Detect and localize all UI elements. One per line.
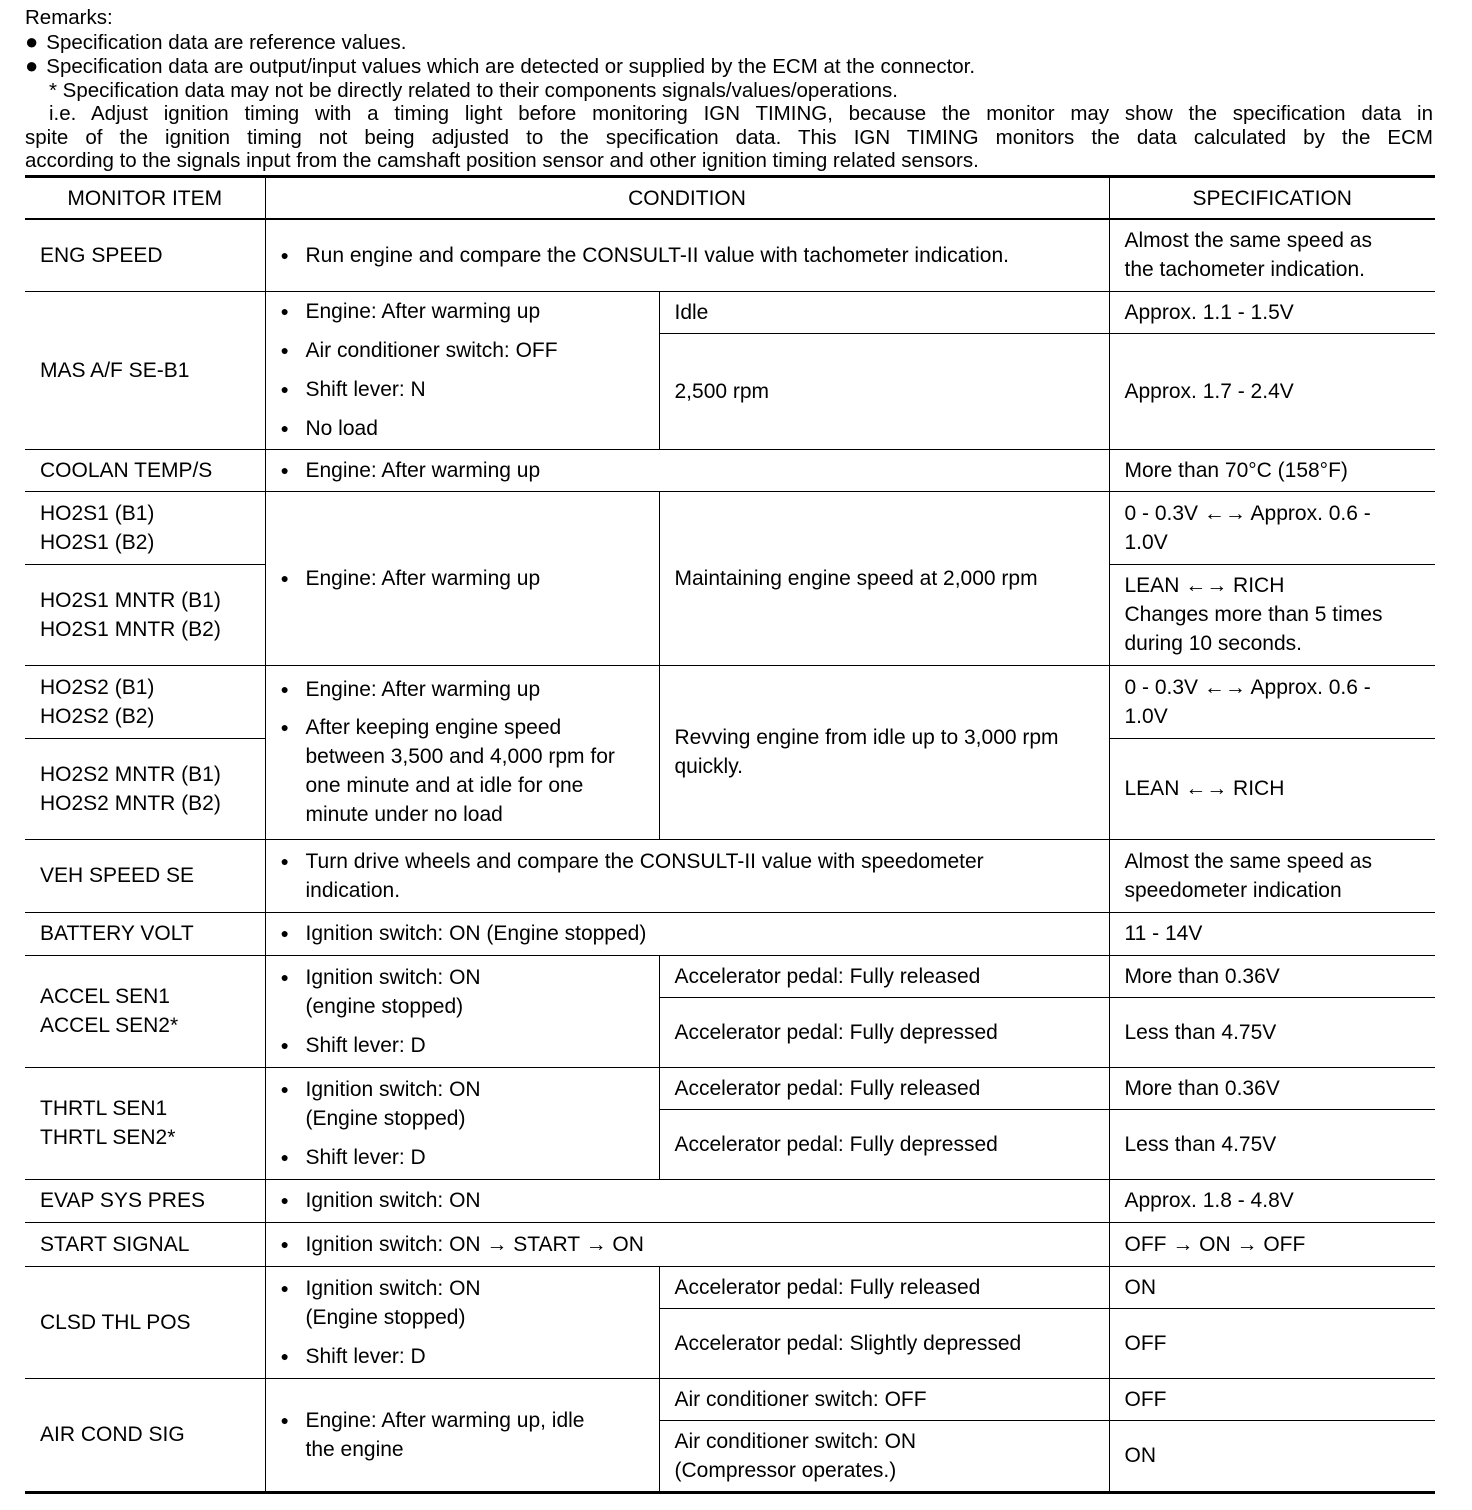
monitor-item: CLSD THL POS [25, 1266, 265, 1378]
header-monitor-item: MONITOR ITEM [25, 177, 265, 220]
specification: OFF [1109, 1378, 1435, 1420]
monitor-item: COOLAN TEMP/S [25, 449, 265, 491]
specification: More than 70°C (158°F) [1109, 449, 1435, 491]
condition: ● Ignition switch: ON (Engine stopped) ● Shift lever: D [265, 1067, 659, 1179]
condition: ● Ignition switch: ON → START → ON [265, 1222, 1109, 1266]
table-row [25, 291, 1435, 333]
bullet-icon: ● [25, 28, 39, 54]
condition: ● Engine: After warming up, idle the engine [265, 1378, 659, 1492]
remarks-bullet-2: ● Specification data are output/input values which are detected or supplied by the ECM at the connector. [25, 53, 976, 78]
condition: ● Engine: After warming up [265, 491, 659, 665]
monitor-item: ACCEL SEN1 ACCEL SEN2* [25, 955, 265, 1067]
table-row [25, 491, 1435, 564]
specification: Approx. 1.8 - 4.8V [1109, 1179, 1435, 1222]
table-header-row [25, 177, 1435, 220]
monitor-spec-table [25, 175, 1435, 1494]
table-row [25, 1378, 1435, 1420]
bullet-icon: ● [25, 53, 39, 78]
sub-condition: Maintaining engine speed at 2,000 rpm [659, 491, 1109, 665]
remarks-ie-line-2: spite of the ignition timing not being adjusted to the specification data. This IGN TIMING monitors the data calculated by the ECM [25, 125, 1433, 149]
table-row [25, 1266, 1435, 1308]
remarks-title: Remarks: [25, 6, 113, 29]
condition: ● Run engine and compare the CONSULT-II value with tachometer indication. [265, 219, 1109, 291]
specification: ON [1109, 1266, 1435, 1308]
specification: LEAN ←→ RICH [1109, 738, 1435, 839]
sub-condition: Accelerator pedal: Fully released [659, 1266, 1109, 1308]
table-row [25, 665, 1435, 738]
table-row [25, 1067, 1435, 1109]
sub-condition: Accelerator pedal: Fully released [659, 1067, 1109, 1109]
monitor-item: HO2S1 (B1) HO2S1 (B2) [25, 491, 265, 564]
sub-condition: Accelerator pedal: Slightly depressed [659, 1308, 1109, 1378]
monitor-item: HO2S2 MNTR (B1) HO2S2 MNTR (B2) [25, 738, 265, 839]
specification: 0 - 0.3V ←→ Approx. 0.6 - 1.0V [1109, 665, 1435, 738]
specification: 11 - 14V [1109, 912, 1435, 955]
remarks-ie-line-3: according to the signals input from the camshaft position sensor and other ignition timing related sensors. [25, 149, 979, 172]
specification: 0 - 0.3V ←→ Approx. 0.6 - 1.0V [1109, 491, 1435, 564]
specification: Approx. 1.7 - 2.4V [1109, 333, 1435, 449]
table-row [25, 449, 1435, 491]
specification: ON [1109, 1420, 1435, 1492]
sub-condition: 2,500 rpm [659, 333, 1109, 449]
table-row [25, 219, 1435, 291]
header-specification: SPECIFICATION [1109, 177, 1435, 220]
sub-condition: Accelerator pedal: Fully depressed [659, 1109, 1109, 1179]
table-row [25, 955, 1435, 997]
condition: ● Turn drive wheels and compare the CONSULT-II value with speedometer indication. [265, 839, 1109, 912]
specification: Less than 4.75V [1109, 1109, 1435, 1179]
specification: OFF [1109, 1308, 1435, 1378]
remarks-ie-line-1: i.e. Adjust ignition timing with a timing light before monitoring IGN TIMING, because the monitor may show the specification data in [49, 102, 1433, 125]
condition: ● Ignition switch: ON (engine stopped) ● Shift lever: D [265, 955, 659, 1067]
sub-condition: Accelerator pedal: Fully released [659, 955, 1109, 997]
table-row [25, 1222, 1435, 1266]
sub-condition: Revving engine from idle up to 3,000 rpm quickly. [659, 665, 1109, 839]
monitor-item: HO2S2 (B1) HO2S2 (B2) [25, 665, 265, 738]
specification: LEAN ←→ RICH Changes more than 5 times during 10 seconds. [1109, 564, 1435, 665]
specification: More than 0.36V [1109, 955, 1435, 997]
specification: OFF → ON → OFF [1109, 1222, 1435, 1266]
monitor-item: VEH SPEED SE [25, 839, 265, 912]
specification: Less than 4.75V [1109, 997, 1435, 1067]
sub-condition: Idle [659, 291, 1109, 333]
condition: ● Ignition switch: ON [265, 1179, 1109, 1222]
specification: Approx. 1.1 - 1.5V [1109, 291, 1435, 333]
condition: ● Ignition switch: ON (Engine stopped) [265, 912, 1109, 955]
monitor-item: MAS A/F SE-B1 [25, 291, 265, 449]
condition: ● Engine: After warming up [265, 449, 1109, 491]
sub-condition: Accelerator pedal: Fully depressed [659, 997, 1109, 1067]
condition: ● Engine: After warming up ● Air conditioner switch: OFF ● Shift lever: N ● No load [265, 291, 659, 449]
condition: ● Engine: After warming up ● After keeping engine speed between 3,500 and 4,000 rpm for one minute and at idle for one minute under no load [265, 665, 659, 839]
monitor-item: EVAP SYS PRES [25, 1179, 265, 1222]
monitor-item: START SIGNAL [25, 1222, 265, 1266]
condition: ● Ignition switch: ON (Engine stopped) ● Shift lever: D [265, 1266, 659, 1378]
specification: More than 0.36V [1109, 1067, 1435, 1109]
monitor-item: HO2S1 MNTR (B1) HO2S1 MNTR (B2) [25, 564, 265, 665]
specification: Almost the same speed as speedometer indication [1109, 839, 1435, 912]
specification: Almost the same speed as the tachometer indication. [1109, 219, 1435, 291]
remarks-bullet-1: ● Specification data are reference values. [25, 28, 407, 54]
table-row [25, 912, 1435, 955]
monitor-item: BATTERY VOLT [25, 912, 265, 955]
monitor-item: THRTL SEN1 THRTL SEN2* [25, 1067, 265, 1179]
sub-condition: Air conditioner switch: ON (Compressor operates.) [659, 1420, 1109, 1492]
header-condition: CONDITION [265, 177, 1109, 220]
monitor-item: AIR COND SIG [25, 1378, 265, 1492]
monitor-item: ENG SPEED [25, 219, 265, 291]
sub-condition: Air conditioner switch: OFF [659, 1378, 1109, 1420]
remarks-footnote: * Specification data may not be directly related to their components signals/values/operations. [49, 78, 898, 102]
table-row [25, 839, 1435, 912]
table-row [25, 1179, 1435, 1222]
remarks-section [25, 6, 1433, 173]
